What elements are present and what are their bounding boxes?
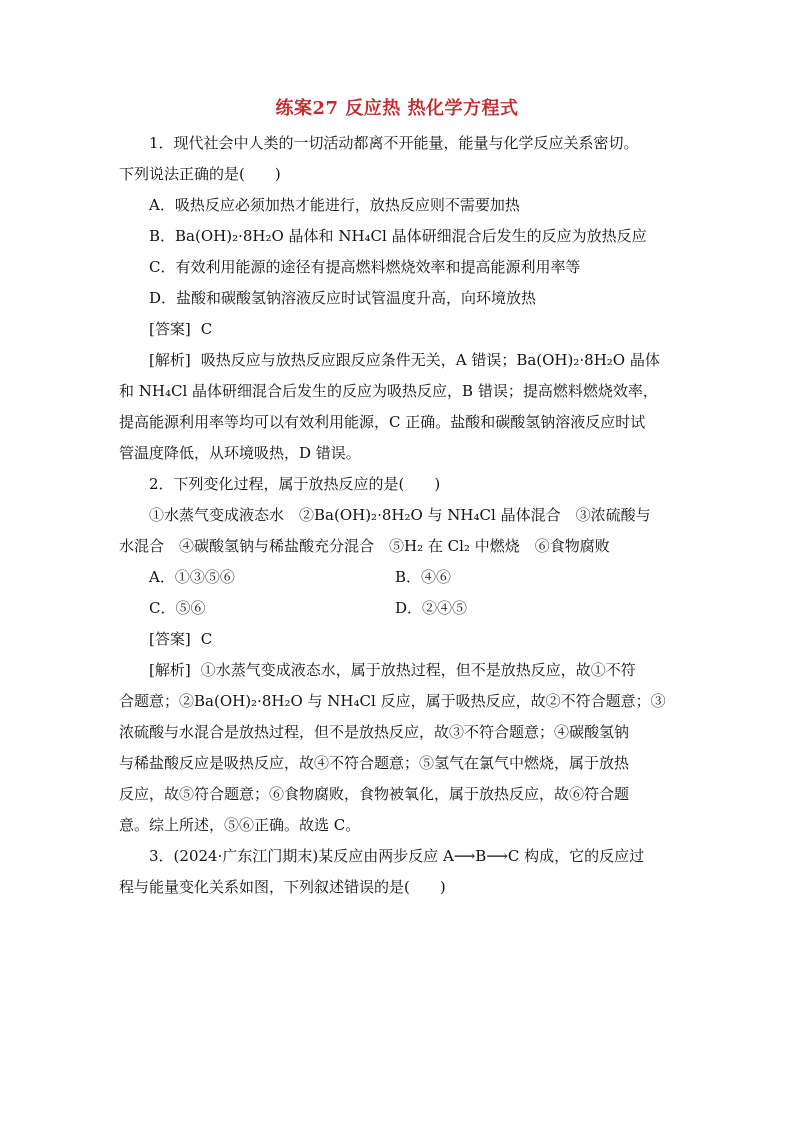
answer-tag: [答案] <box>149 630 191 648</box>
q2-option-b: B．④⑥ <box>395 568 452 586</box>
analysis-tag: [解析] <box>149 351 191 369</box>
q3-stem-line1: 3．(2024·广东江门期末)某反应由两步反应 A⟶B⟶C 构成，它的反应过 <box>149 847 645 865</box>
document-body <box>119 128 675 903</box>
q2-option-d: D．②④⑤ <box>395 599 468 617</box>
q2-items-line1: ①水蒸气变成液态水 ②Ba(OH)₂·8H₂O 与 NH₄Cl 晶体混合 ③浓硫酸与 <box>149 506 651 524</box>
q2-analysis-line5: 反应，故⑤符合题意；⑥食物腐败，食物被氧化，属于放热反应，故⑥符合题 <box>119 785 630 803</box>
answer-value: C <box>200 320 213 338</box>
q1-option-d: D．盐酸和碳酸氢钠溶液反应时试管温度升高，向环境放热 <box>149 289 537 307</box>
q2-analysis-line1 <box>119 655 675 686</box>
q2-answer <box>119 624 675 655</box>
q1-analysis-line2: 和 NH₄Cl 晶体研细混合后发生的反应为吸热反应，B 错误；提高燃料燃烧效率， <box>119 382 658 400</box>
q1-stem-line2: 下列说法正确的是( ) <box>119 165 281 183</box>
q1-analysis-line1 <box>119 345 675 376</box>
q2-option-c: C．⑤⑥ <box>149 599 206 617</box>
q1-analysis-line3: 提高能源利用率等均可以有效利用能源，C 正确。盐酸和碳酸氢钠溶液反应时试 <box>119 413 646 431</box>
answer-tag: [答案] <box>149 320 191 338</box>
q3-stem-line2: 程与能量变化关系如图，下列叙述错误的是( ) <box>119 878 446 896</box>
q2-analysis-line2: 合题意；②Ba(OH)₂·8H₂O 与 NH₄Cl 反应，属于吸热反应，故②不符合题意；③ <box>119 692 666 710</box>
q2-options-row1 <box>119 562 675 593</box>
q2-options-row2 <box>119 593 675 624</box>
q2-analysis-line4: 与稀盐酸反应是吸热反应，故④不符合题意；⑤氢气在氯气中燃烧，属于放热 <box>119 754 630 772</box>
q1-option-c: C．有效利用能源的途径有提高燃料燃烧效率和提高能源利用率等 <box>149 258 581 276</box>
q2-option-a: A．①③⑤⑥ <box>149 568 235 586</box>
page-title: 练案27 反应热 热化学方程式 <box>275 98 519 119</box>
q2-stem: 2．下列变化过程，属于放热反应的是( ) <box>149 475 441 493</box>
analysis-tag: [解析] <box>149 661 191 679</box>
q2-analysis-line6: 意。综上所述，⑤⑥正确。故选 C。 <box>119 816 361 834</box>
q1-option-b: B．Ba(OH)₂·8H₂O 晶体和 NH₄Cl 晶体研细混合后发生的反应为放热反应 <box>149 227 647 245</box>
q1-answer <box>119 314 675 345</box>
q2-items-line2: 水混合 ④碳酸氢钠与稀盐酸充分混合 ⑤H₂ 在 Cl₂ 中燃烧 ⑥食物腐败 <box>119 537 610 555</box>
q1-analysis-line4: 管温度降低，从环境吸热，D 错误。 <box>119 444 361 462</box>
q1-option-a: A．吸热反应必须加热才能进行，放热反应则不需要加热 <box>149 196 520 214</box>
q1-stem-line1: 1．现代社会中人类的一切活动都离不开能量，能量与化学反应关系密切。 <box>149 134 639 152</box>
answer-value: C <box>200 630 213 648</box>
analysis-text: ①水蒸气变成液态水，属于放热过程，但不是放热反应，故①不符 <box>200 661 636 679</box>
q2-analysis-line3: 浓硫酸与水混合是放热过程，但不是放热反应，故③不符合题意；④碳酸氢钠 <box>119 723 630 741</box>
analysis-text: 吸热反应与放热反应跟反应条件无关，A 错误；Ba(OH)₂·8H₂O 晶体 <box>200 351 660 369</box>
